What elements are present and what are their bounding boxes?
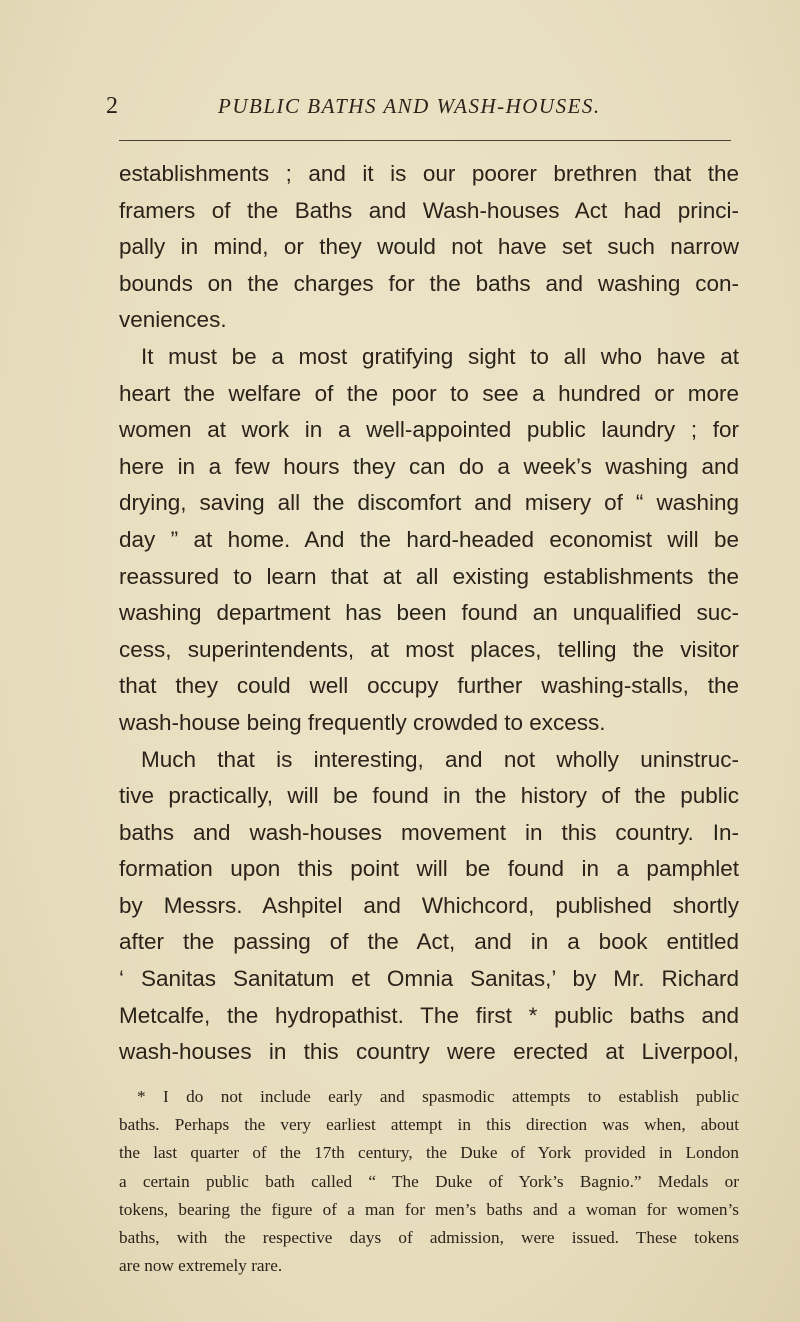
header-rule: [119, 140, 731, 141]
body-text: [119, 156, 739, 1071]
footnote-line: the last quarter of the 17th century, the Duke of York provided in London: [119, 1143, 739, 1163]
body-line: wash-house being frequently crowded to excess.: [119, 709, 606, 735]
body-line: tive practically, will be found in the history of the public: [119, 783, 739, 809]
body-line: formation upon this point will be found in a pamphlet: [119, 856, 739, 882]
body-line: veniences.: [119, 307, 227, 333]
body-line: framers of the Baths and Wash-houses Act had princi-: [119, 197, 739, 223]
body-line: Much that is interesting, and not wholly uninstruc-: [141, 746, 739, 772]
footnote-line: baths, with the respective days of admission, were issued. These tokens: [119, 1227, 739, 1247]
footnote-line: tokens, bearing the figure of a man for men’s baths and a woman for women’s: [119, 1199, 739, 1219]
body-line: heart the welfare of the poor to see a hundred or more: [119, 380, 739, 406]
body-line: bounds on the charges for the baths and washing con-: [119, 270, 739, 296]
body-line: reassured to learn that at all existing establishments the: [119, 563, 739, 589]
footnote-line: are now extremely rare.: [119, 1256, 283, 1276]
body-line: wash-houses in this country were erected at Liverpool,: [119, 1039, 739, 1065]
body-line: drying, saving all the discomfort and misery of “ washing: [119, 490, 739, 516]
footnote-line: * I do not include early and spasmodic attempts to establish public: [137, 1087, 739, 1106]
body-line: Metcalfe, the hydropathist. The first * public baths and: [119, 1002, 739, 1028]
body-line: day ” at home. And the hard-headed economist will be: [119, 526, 739, 552]
body-line: cess, superintendents, at most places, telling the visitor: [119, 636, 739, 662]
body-line: by Messrs. Ashpitel and Whichcord, published shortly: [119, 892, 739, 918]
page-header: [106, 86, 736, 126]
body-line: after the passing of the Act, and in a book entitled: [119, 929, 739, 955]
body-line: that they could well occupy further washing-stalls, the: [119, 673, 739, 699]
footnote-line: baths. Perhaps the very earliest attempt in this direction was when, about: [119, 1115, 739, 1135]
body-line: washing department has been found an unqualified suc-: [119, 600, 739, 626]
footnote: [119, 1083, 739, 1280]
footnote-line: a certain public bath called “ The Duke of York’s Bagnio.” Medals or: [119, 1171, 739, 1191]
body-line: establishments ; and it is our poorer brethren that the: [119, 161, 739, 186]
body-line: baths and wash-houses movement in this country. In-: [119, 819, 739, 845]
body-line: It must be a most gratifying sight to all who have at: [141, 343, 739, 369]
page-number: 2: [106, 93, 118, 119]
body-line: women at work in a well-appointed public laundry ; for: [119, 417, 739, 443]
body-line: pally in mind, or they would not have set such narrow: [119, 234, 739, 260]
body-line: ‘ Sanitas Sanitatum et Omnia Sanitas,’ by Mr. Richard: [119, 966, 739, 992]
body-line: here in a few hours they can do a week’s washing and: [119, 453, 739, 479]
running-title: PUBLIC BATHS AND WASH-HOUSES.: [218, 94, 601, 118]
